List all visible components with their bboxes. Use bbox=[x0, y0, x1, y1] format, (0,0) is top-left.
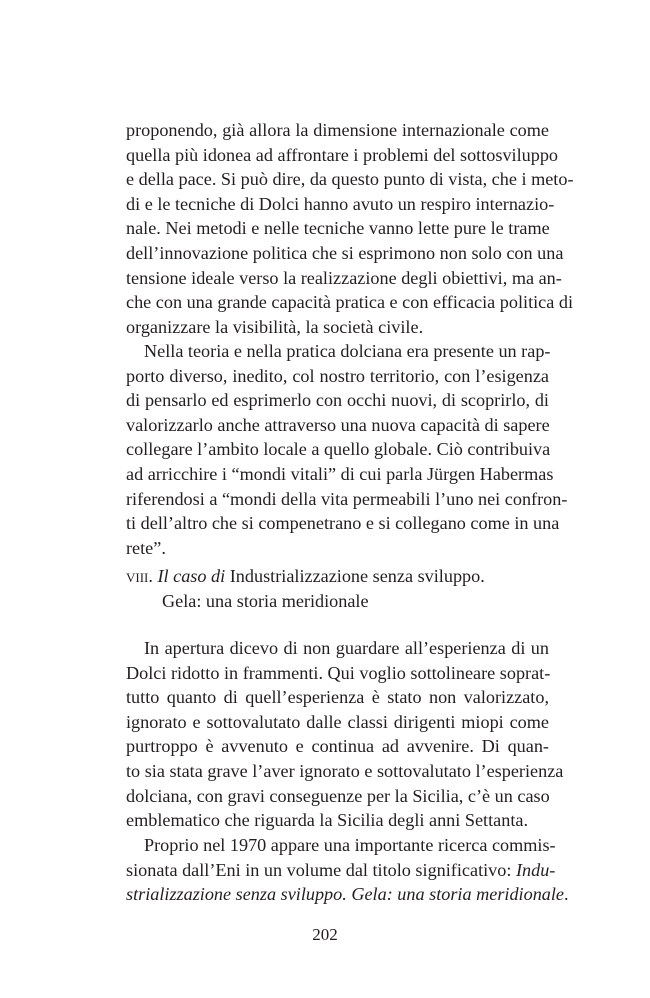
paragraph-2 bbox=[126, 339, 568, 560]
text-line: di e le tecniche di Dolci hanno avuto un respiro internazio- bbox=[126, 193, 555, 214]
text-line-italic: Indu- bbox=[515, 859, 556, 880]
text-line: In apertura dicevo di non guardare all’esperienza di un bbox=[144, 638, 549, 658]
text-line: purtroppo è avvenuto e continua ad avvenire. Di quan- bbox=[126, 736, 549, 757]
paragraph-1 bbox=[126, 118, 574, 339]
text-line: porto diverso, inedito, col nostro territorio, con l’esigenza bbox=[126, 365, 549, 386]
book-title-italic: strializzazione senza sviluppo. Gela: una storia meridionale bbox=[126, 884, 565, 905]
text-line: tutto quanto di quell’esperienza è stato non valorizzato, bbox=[126, 687, 549, 708]
text-line: valorizzarlo anche attraverso una nuova capacità di sapere bbox=[126, 414, 550, 435]
paragraph-3 bbox=[126, 636, 564, 833]
text-line bbox=[126, 858, 556, 883]
text-line: Proprio nel 1970 appare una importante ricerca commis- bbox=[144, 835, 556, 855]
text-line: organizzare la visibilità, la società civile. bbox=[126, 316, 424, 337]
text-line: dell’innovazione politica che si esprimono non solo con una bbox=[126, 242, 564, 263]
text-line: ti dell’altro che si compenetrano e si collegano come in una bbox=[126, 513, 560, 534]
text-line: proponendo, già allora la dimensione internazionale come bbox=[126, 120, 549, 140]
section-heading bbox=[126, 564, 549, 613]
text-line-end: . bbox=[564, 884, 569, 905]
text-line: nale. Nei metodi e nelle tecniche vanno lette pure le trame bbox=[126, 218, 550, 239]
text-line: ignorato e sottovalutato dalle classi dirigenti miopi come bbox=[126, 711, 549, 732]
text-line: emblematico che riguarda la Sicilia degli anni Settanta. bbox=[126, 810, 528, 831]
text-line: to sia stata grave l’aver ignorato e sottovalutato l’esperienza bbox=[126, 760, 564, 781]
section-heading-title bbox=[126, 564, 549, 589]
text-line: e della pace. Si può dire, da questo punto di vista, che i meto- bbox=[126, 169, 574, 190]
section-heading-book-title: Industrializzazione senza sviluppo. bbox=[229, 566, 485, 586]
text-line: di pensarlo ed esprimerlo con occhi nuovi, di scoprirlo, di bbox=[126, 390, 549, 411]
text-line bbox=[126, 882, 569, 907]
text-line: riferendosi a “mondi della vita permeabili l’uno nei confron- bbox=[126, 488, 568, 509]
text-line: Nella teoria e nella pratica dolciana era presente un rap- bbox=[144, 341, 551, 361]
section-heading-subtitle: Gela: una storia meridionale bbox=[162, 590, 369, 611]
text-line: Dolci ridotto in frammenti. Qui voglio sottolineare soprat- bbox=[126, 662, 551, 683]
text-line: tensione ideale verso la realizzazione degli obiettivi, ma an- bbox=[126, 267, 562, 288]
text-line: collegare l’ambito locale a quello globale. Ciò contribuiva bbox=[126, 439, 551, 460]
section-numeral: viii. bbox=[126, 566, 153, 586]
section-heading-italic: Il caso di bbox=[157, 566, 226, 586]
text-line: che con una grande capacità pratica e con efficacia politica di bbox=[126, 292, 574, 313]
text-line: rete”. bbox=[126, 537, 166, 558]
text-line-plain: sionata dall’Eni in un volume dal titolo significativo: bbox=[126, 859, 512, 880]
text-line: quella più idonea ad affrontare i problemi del sottosviluppo bbox=[126, 144, 559, 165]
text-line: ad arricchire i “mondi vitali” di cui parla Jürgen Habermas bbox=[126, 463, 554, 484]
text-line: dolciana, con gravi conseguenze per la Sicilia, c’è un caso bbox=[126, 785, 550, 806]
page-number: 202 bbox=[312, 925, 338, 944]
paragraph-4 bbox=[126, 833, 569, 907]
